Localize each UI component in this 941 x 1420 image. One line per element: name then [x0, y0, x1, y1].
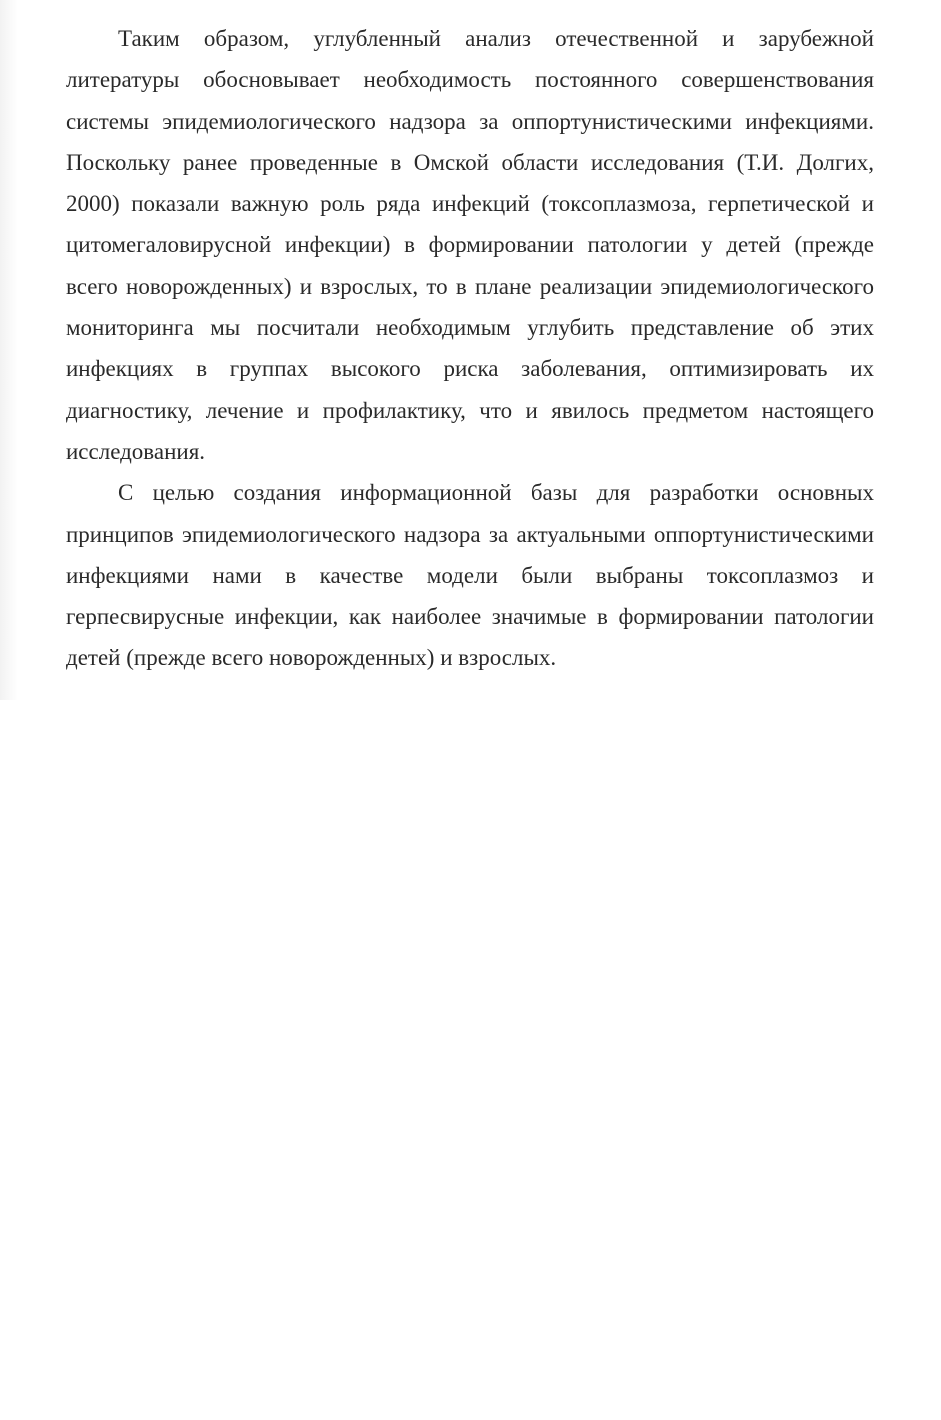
paragraph-2: С целью создания информационной базы для разработки основных принципов эпидемиологического надзора за актуальными оппортунистическими инфекциями нами в качестве модели были выбраны токсоплазмоз и герпесвирусные инфекции, как наиболее значимые в формировании патологии детей (прежде всего новорожденных) и взрослых.: [66, 480, 874, 671]
body-text: [66, 18, 874, 679]
scan-shadow: [0, 0, 18, 700]
paragraph-1: Таким образом, углубленный анализ отечественной и зарубежной литературы обосновывает необходимость постоянного совершенствования системы эпидемиологического надзора за оппортунистическими инфекциями. Поскольку ранее проведенные в Омской области исследования (Т.И. Долгих, 2000) показали важную роль ряда инфекций (токсоплазмоза, герпетической и цитомегаловирусной инфекции) в формировании патологии у детей (прежде всего новорожденных) и взрослых, то в плане реализации эпидемиологического мониторинга мы посчитали необходимым углубить представление об этих инфекциях в группах высокого риска заболевания, оптимизировать их диагностику, лечение и профилактику, что и явилось предметом настоящего исследования.: [66, 26, 874, 464]
